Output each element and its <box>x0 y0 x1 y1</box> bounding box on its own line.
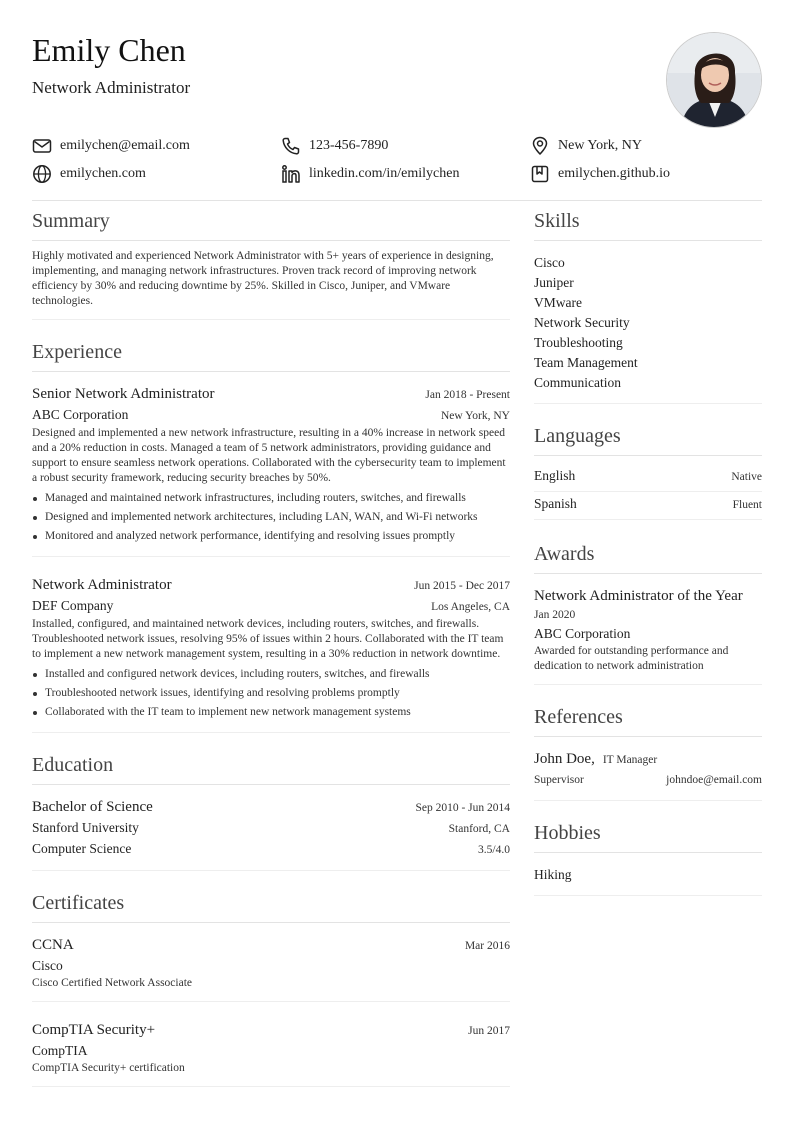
contact-row-2 <box>32 162 762 186</box>
skill-item: VMware <box>534 295 582 310</box>
languages-title: Languages <box>534 422 762 456</box>
job-bullet: Monitored and analyzed network performance, identifying and resolving issues promptly <box>32 527 510 546</box>
job-dates: Jan 2018 - Present <box>425 389 510 401</box>
education-dates: Sep 2010 - Jun 2014 <box>415 802 510 814</box>
education-title: Education <box>32 751 510 785</box>
education-section <box>32 751 510 871</box>
certificates-title: Certificates <box>32 889 510 923</box>
contact-email[interactable] <box>32 134 190 158</box>
language-name: Spanish <box>534 496 577 511</box>
certificates-section <box>32 889 510 1087</box>
job-company: ABC Corporation <box>32 407 129 422</box>
skills-section <box>534 207 762 404</box>
awards-section <box>534 540 762 685</box>
skills-title: Skills <box>534 207 762 241</box>
award-description: Awarded for outstanding performance and dedication to network administration <box>534 645 729 672</box>
job-bullet: Installed and configured network devices, including routers, switches, and firewalls <box>32 665 510 684</box>
school: Stanford University <box>32 820 139 835</box>
linkedin-icon <box>281 164 301 184</box>
contact-website[interactable] <box>32 162 146 186</box>
certificate-name: CCNA <box>32 937 74 953</box>
experience-title: Experience <box>32 338 510 372</box>
education-entry <box>32 793 510 871</box>
certificate-entry <box>32 931 510 1002</box>
summary-text: Highly motivated and experienced Network Administrator with 5+ years of experience in designing, implementing, and managing network infrastructures. Proven track record of improving network efficiency by 30% and reducing downtime by 25%. Skilled in Cisco, Juniper, and VMware technologies. <box>32 250 494 307</box>
certificate-description: CompTIA Security+ certification <box>32 1062 185 1074</box>
job-bullet: Designed and implemented network architectures, including LAN, WAN, and Wi-Fi networks <box>32 508 510 527</box>
reference-relation: Supervisor <box>534 774 584 786</box>
experience-section <box>32 338 510 733</box>
skill-item: Communication <box>534 375 621 390</box>
phone-icon <box>281 136 301 156</box>
job-location: Los Angeles, CA <box>431 601 510 613</box>
summary-entry <box>32 249 510 320</box>
job-entry <box>32 380 510 557</box>
job-entry <box>32 575 510 733</box>
job-dates: Jun 2015 - Dec 2017 <box>414 580 510 592</box>
language-level: Native <box>731 471 762 483</box>
certificate-issuer: Cisco <box>32 958 63 973</box>
portfolio-icon <box>530 164 550 184</box>
hobbies-title: Hobbies <box>534 819 762 853</box>
language-row <box>534 464 762 492</box>
main-column <box>32 207 510 1087</box>
location-text: New York, NY <box>558 138 643 153</box>
reference-entry <box>534 745 762 801</box>
portfolio-text: emilychen.github.io <box>558 166 670 181</box>
certificate-name: CompTIA Security+ <box>32 1022 156 1038</box>
reference-email[interactable]: johndoe@email.com <box>666 774 762 786</box>
job-description: Designed and implemented a new network infrastructure, resulting in a 40% increase in network speed and a 20% reduction in costs. Managed a team of 5 network administrators, providing guidance and support to ensure seamless network operations. Collaborated with the cybersecurity team to implement a robust security framework, reducing security breaches by 50%. <box>32 427 506 484</box>
avatar <box>666 32 762 128</box>
education-location: Stanford, CA <box>448 823 510 835</box>
job-bullet: Collaborated with the IT team to implement new network management systems <box>32 703 510 722</box>
job-company: DEF Company <box>32 598 114 613</box>
skill-item: Troubleshooting <box>534 335 623 350</box>
job-location: New York, NY <box>440 410 510 422</box>
email-text: emilychen@email.com <box>60 138 190 153</box>
gpa: 3.5/4.0 <box>478 844 510 856</box>
hobby-item: Hiking <box>534 867 572 882</box>
language-row <box>534 492 762 520</box>
profile-photo <box>667 33 762 128</box>
hobbies-section <box>534 819 762 896</box>
skill-item: Cisco <box>534 255 565 270</box>
candidate-role: Network Administrator <box>32 78 191 97</box>
contact-row-1 <box>32 134 762 158</box>
certificate-entry <box>32 1020 510 1087</box>
languages-section <box>534 422 762 520</box>
website-text: emilychen.com <box>60 166 146 181</box>
summary-section <box>32 207 510 320</box>
certificate-date: Jun 2017 <box>468 1025 510 1037</box>
contact-phone[interactable] <box>281 134 388 158</box>
contact-portfolio[interactable] <box>530 162 670 186</box>
reference-position: IT Manager <box>602 754 658 766</box>
sidebar-column <box>534 207 762 896</box>
certificate-date: Mar 2016 <box>464 940 510 952</box>
job-bullet: Troubleshooted network issues, identifying and resolving problems promptly <box>32 684 510 703</box>
certificate-description: Cisco Certified Network Associate <box>32 977 193 989</box>
job-title: Senior Network Administrator <box>32 386 215 402</box>
award-name: Network Administrator of the Year <box>534 588 743 604</box>
job-description: Installed, configured, and maintained network devices, including routers, switches, and firewalls. Troubleshooted network issues, resolving 95% of issues within 2 hours. Collaborated with the IT team to implement a new network management system, resulting in a 30% reduction in network downtime. <box>32 618 504 660</box>
globe-icon <box>32 164 52 184</box>
hobbies-list <box>534 861 762 896</box>
candidate-name: Emily Chen <box>32 32 186 68</box>
skill-item: Juniper <box>534 275 574 290</box>
references-section <box>534 703 762 801</box>
contact-location <box>530 134 642 158</box>
certificate-issuer: CompTIA <box>32 1043 88 1058</box>
location-pin-icon <box>530 136 550 156</box>
phone-text: 123-456-7890 <box>309 138 389 153</box>
language-level: Fluent <box>732 499 762 511</box>
award-entry <box>534 582 762 685</box>
job-title: Network Administrator <box>32 577 172 593</box>
awards-title: Awards <box>534 540 762 574</box>
linkedin-text: linkedin.com/in/emilychen <box>309 166 460 181</box>
mail-icon <box>32 136 52 156</box>
contact-linkedin[interactable] <box>281 162 459 186</box>
award-date: Jan 2020 <box>534 609 576 621</box>
references-title: References <box>534 703 762 737</box>
job-bullets <box>32 665 510 722</box>
header-divider <box>32 200 762 201</box>
language-name: English <box>534 468 576 483</box>
degree: Bachelor of Science <box>32 799 153 815</box>
job-bullets <box>32 489 510 546</box>
skill-item: Team Management <box>534 355 638 370</box>
skill-item: Network Security <box>534 315 630 330</box>
skills-list <box>534 249 762 404</box>
field-of-study: Computer Science <box>32 841 132 856</box>
job-bullet: Managed and maintained network infrastructures, including routers, switches, and firewalls <box>32 489 510 508</box>
summary-title: Summary <box>32 207 510 241</box>
award-issuer: ABC Corporation <box>534 626 631 641</box>
reference-name: John Doe, <box>534 751 595 767</box>
